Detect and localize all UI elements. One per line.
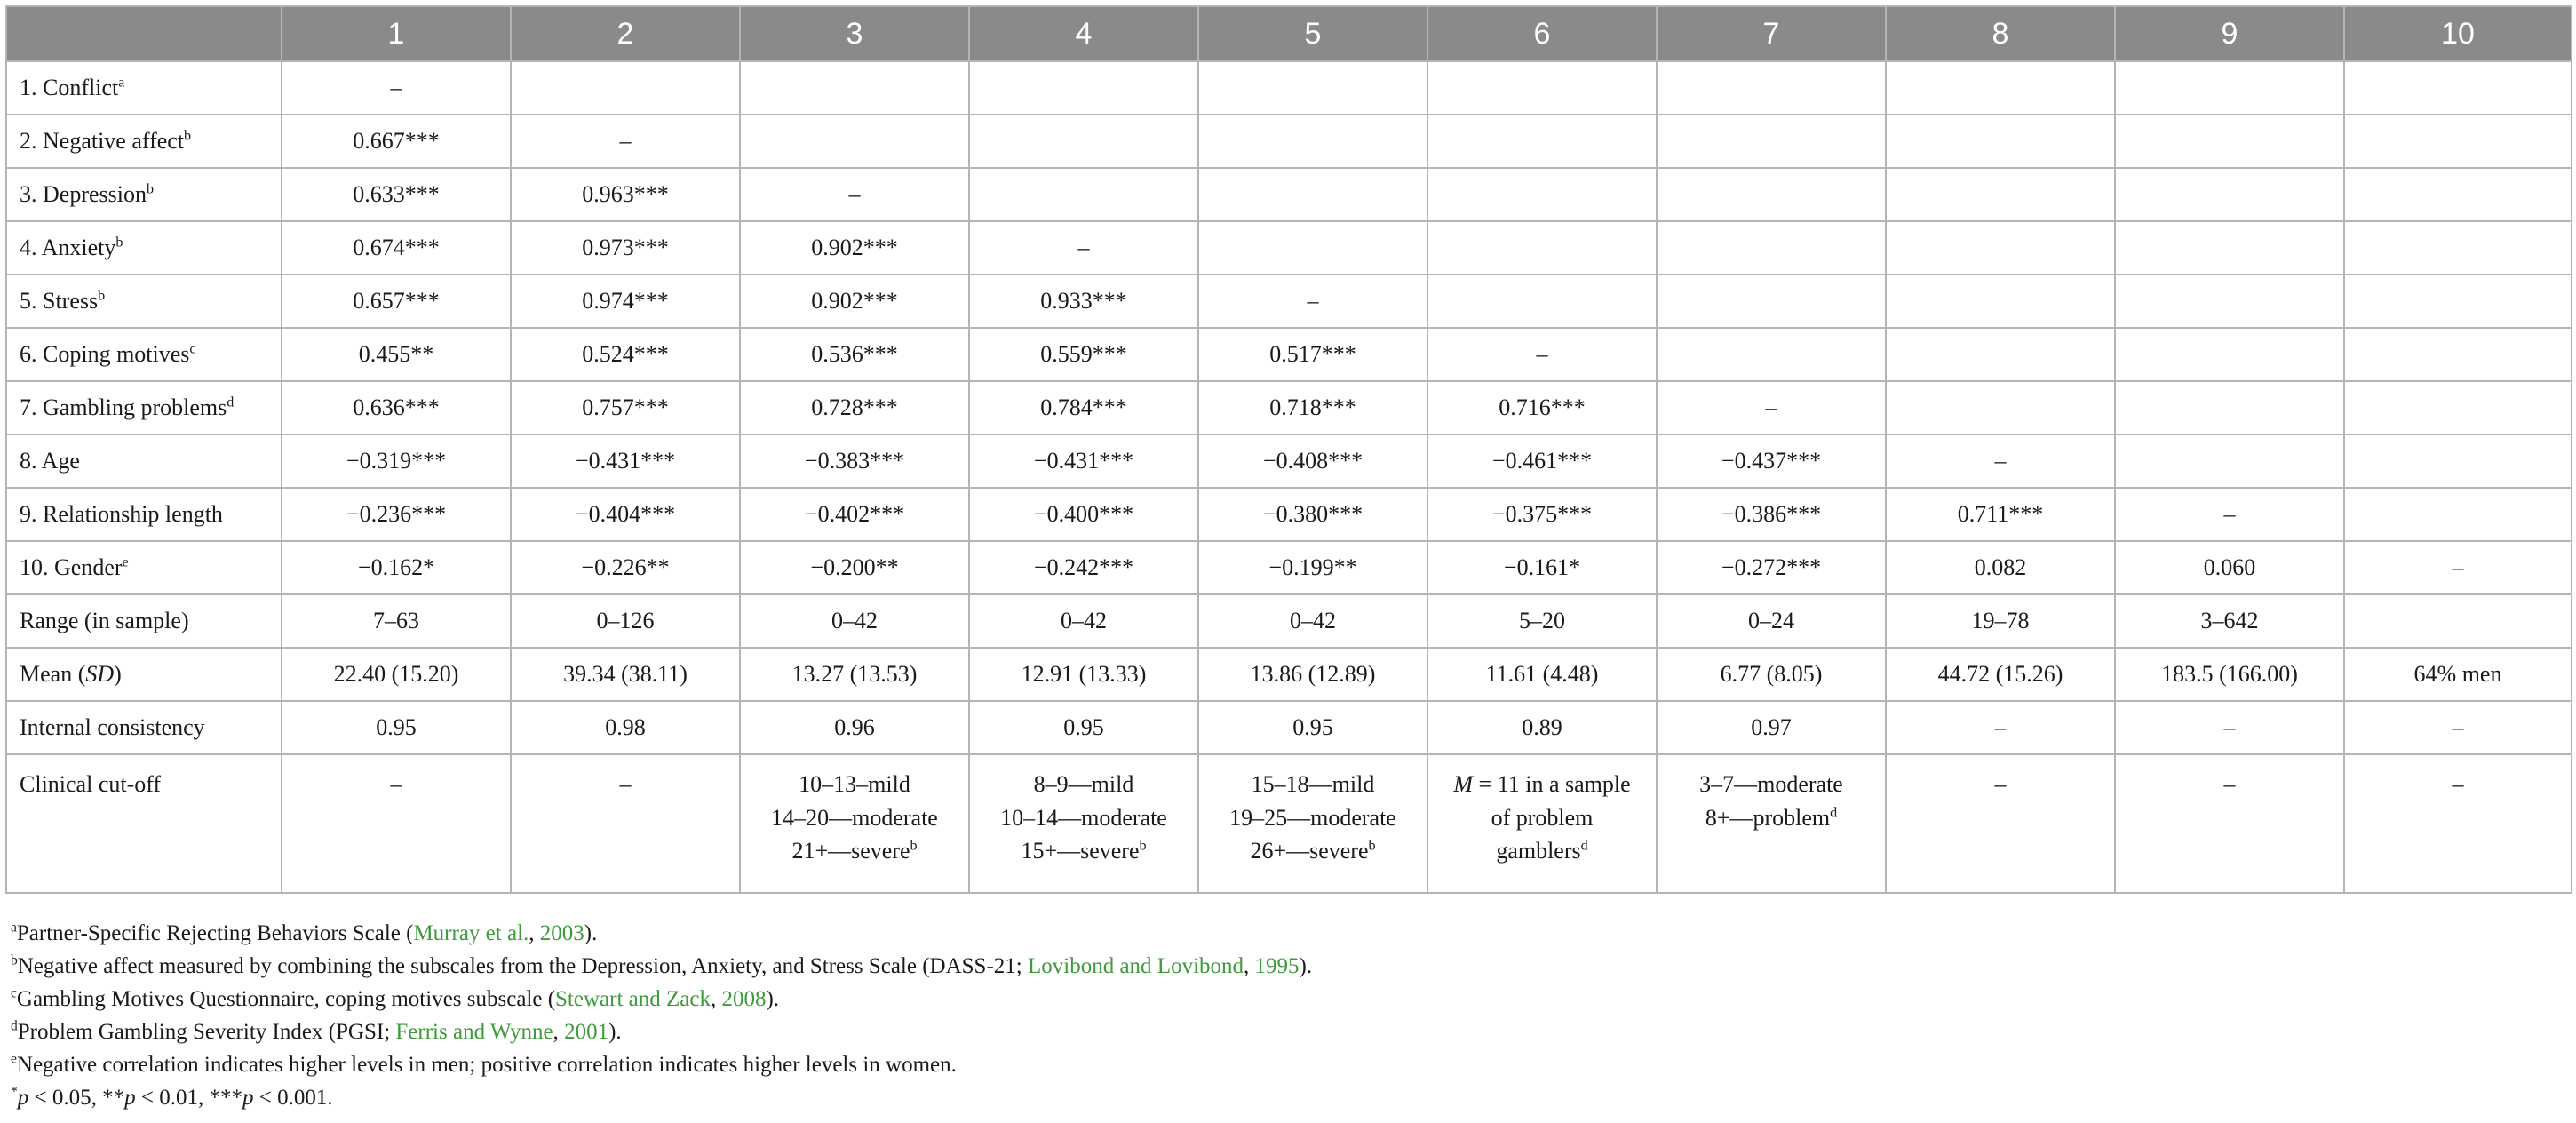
table-cell: 12.91 (13.33) (969, 648, 1198, 701)
table-cell: 3–7—moderate 8+—problem$^d$ (1657, 754, 1886, 893)
table-cell: – (1886, 754, 2115, 893)
table-cell (2344, 221, 2572, 275)
table-cell: 0.728*** (740, 381, 969, 434)
column-header: 7 (1657, 6, 1886, 61)
table-cell: −0.199** (1198, 541, 1427, 594)
table-cell (2115, 328, 2344, 381)
table-cell (1657, 115, 1886, 168)
table-cell (2344, 594, 2572, 648)
table-cell: −0.380*** (1198, 488, 1427, 541)
row-label: Clinical cut-off (6, 754, 282, 893)
table-cell: 64% men (2344, 648, 2572, 701)
table-cell (2344, 328, 2572, 381)
table-cell (1886, 61, 2115, 115)
table-footnotes (11, 917, 2565, 1114)
table-cell: – (282, 61, 511, 115)
table-cell (1657, 275, 1886, 328)
table-cell: 0.757*** (511, 381, 740, 434)
table-cell: −0.375*** (1427, 488, 1657, 541)
table-row (6, 434, 2572, 488)
table-cell (1657, 168, 1886, 221)
table-cell: 0.98 (511, 701, 740, 754)
table-row (6, 541, 2572, 594)
citation-link[interactable]: Lovibond and Lovibond (1027, 954, 1244, 978)
table-cell (1198, 221, 1427, 275)
table-cell: 0.060 (2115, 541, 2344, 594)
row-label: 7. Gambling problems$^d$ (6, 381, 282, 434)
row-label: 2. Negative affect$^b$ (6, 115, 282, 168)
table-cell: 0.517*** (1198, 328, 1427, 381)
table-cell (2344, 168, 2572, 221)
header-row (6, 6, 2572, 61)
table-cell (2344, 381, 2572, 434)
table-cell: −0.272*** (1657, 541, 1886, 594)
table-cell: 0.716*** (1427, 381, 1657, 434)
table-cell: −0.431*** (969, 434, 1198, 488)
table-cell: 0.536*** (740, 328, 969, 381)
table-cell (1886, 168, 2115, 221)
table-cell (1198, 168, 1427, 221)
table-cell: 0.524*** (511, 328, 740, 381)
table-cell: −0.242*** (969, 541, 1198, 594)
table-cell (1657, 61, 1886, 115)
table-cell (2115, 221, 2344, 275)
table-cell (2115, 115, 2344, 168)
column-header: 4 (969, 6, 1198, 61)
table-row (6, 701, 2572, 754)
table-header (6, 6, 2572, 61)
table-cell: – (511, 754, 740, 893)
table-cell: 0.902*** (740, 275, 969, 328)
column-header: 8 (1886, 6, 2115, 61)
table-cell: 0.97 (1657, 701, 1886, 754)
table-cell (2344, 275, 2572, 328)
table-cell (1657, 221, 1886, 275)
table-cell: 0.95 (1198, 701, 1427, 754)
table-cell: −0.319*** (282, 434, 511, 488)
table-cell: −0.161* (1427, 541, 1657, 594)
row-label: 10. Gender$^e$ (6, 541, 282, 594)
table-cell: 0.657*** (282, 275, 511, 328)
table-cell: – (1886, 701, 2115, 754)
row-label: 8. Age (6, 434, 282, 488)
table-cell: 11.61 (4.48) (1427, 648, 1657, 701)
table-cell (740, 61, 969, 115)
citation-link[interactable]: Ferris and Wynne (395, 1020, 553, 1044)
table-cell: 0.633*** (282, 168, 511, 221)
table-cell: – (2344, 754, 2572, 893)
table-cell: −0.404*** (511, 488, 740, 541)
table-cell: 0.559*** (969, 328, 1198, 381)
row-label: Mean (SD) (6, 648, 282, 701)
table-cell: 19–78 (1886, 594, 2115, 648)
table-cell (1886, 221, 2115, 275)
table-cell: 0.963*** (511, 168, 740, 221)
column-header: 5 (1198, 6, 1427, 61)
table-cell: – (1198, 275, 1427, 328)
table-row (6, 381, 2572, 434)
table-cell (2344, 61, 2572, 115)
footnote-significance: *p < 0.05, **p < 0.01, ***p < 0.001. (11, 1084, 333, 1110)
table-row (6, 221, 2572, 275)
table-cell (1427, 115, 1657, 168)
table-cell: 13.86 (12.89) (1198, 648, 1427, 701)
citation-link[interactable]: Stewart and Zack (555, 987, 711, 1011)
table-cell (2344, 434, 2572, 488)
table-cell: −0.437*** (1657, 434, 1886, 488)
row-label: 9. Relationship length (6, 488, 282, 541)
table-cell: – (969, 221, 1198, 275)
citation-link[interactable]: Murray et al. (413, 921, 529, 945)
table-cell (2115, 168, 2344, 221)
table-cell (1427, 275, 1657, 328)
row-label: 1. Conflict$^a$ (6, 61, 282, 115)
table-cell (1198, 61, 1427, 115)
header-corner (6, 6, 282, 61)
table-cell: 5–20 (1427, 594, 1657, 648)
table-cell: 0.711*** (1886, 488, 2115, 541)
footnote-d: $^d$Problem Gambling Severity Index (PGSI; Ferris and Wynne, 2001). (11, 1018, 622, 1044)
footnote-e: $^e$Negative correlation indicates higher levels in men; positive correlation indicates higher levels in women. (11, 1051, 957, 1077)
table-cell: 0.974*** (511, 275, 740, 328)
column-header: 2 (511, 6, 740, 61)
table-cell: – (1657, 381, 1886, 434)
table-cell: −0.386*** (1657, 488, 1886, 541)
table-cell (2115, 381, 2344, 434)
table-cell: 0.933*** (969, 275, 1198, 328)
table-cell (2115, 61, 2344, 115)
table-row (6, 275, 2572, 328)
table-cell: 0.95 (282, 701, 511, 754)
column-header: 1 (282, 6, 511, 61)
table-cell: – (740, 168, 969, 221)
citation-year-link[interactable]: 2008 (721, 987, 767, 1011)
citation-year-link[interactable]: 2003 (539, 921, 584, 945)
table-cell: 10–13–mild 14–20—moderate 21+—severe$^b$ (740, 754, 969, 893)
table-cell: – (2344, 541, 2572, 594)
table-cell: 3–642 (2115, 594, 2344, 648)
table-cell (1886, 381, 2115, 434)
table-cell: 0–42 (740, 594, 969, 648)
row-label: 3. Depression$^b$ (6, 168, 282, 221)
row-label: Internal consistency (6, 701, 282, 754)
table-cell: 0.95 (969, 701, 1198, 754)
table-cell: – (1427, 328, 1657, 381)
table-cell: – (2115, 754, 2344, 893)
table-cell: – (282, 754, 511, 893)
correlation-table-container (5, 5, 2571, 894)
table-cell (1427, 168, 1657, 221)
table-cell: −0.402*** (740, 488, 969, 541)
table-cell: 0–42 (969, 594, 1198, 648)
correlation-table (5, 5, 2572, 894)
table-cell: 0.455** (282, 328, 511, 381)
table-row (6, 648, 2572, 701)
table-cell: −0.383*** (740, 434, 969, 488)
table-cell (1657, 328, 1886, 381)
table-row (6, 61, 2572, 115)
table-cell (511, 61, 740, 115)
table-cell: 0–24 (1657, 594, 1886, 648)
table-cell: 7–63 (282, 594, 511, 648)
table-cell: −0.200** (740, 541, 969, 594)
table-cell (1886, 328, 2115, 381)
table-cell: – (2115, 701, 2344, 754)
table-cell (2115, 275, 2344, 328)
table-row-clinical-cutoff (6, 754, 2572, 893)
table-cell: 8–9—mild 10–14—moderate 15+—severe$^b$ (969, 754, 1198, 893)
table-cell: 183.5 (166.00) (2115, 648, 2344, 701)
table-cell: 0.89 (1427, 701, 1657, 754)
table-cell: – (2344, 701, 2572, 754)
footnote-c: $^c$Gambling Motives Questionnaire, coping motives subscale (Stewart and Zack, 2008). (11, 985, 780, 1011)
table-cell: 0.674*** (282, 221, 511, 275)
citation-year-link[interactable]: 2001 (564, 1020, 609, 1044)
table-cell: – (511, 115, 740, 168)
table-cell: 0.636*** (282, 381, 511, 434)
table-cell (2344, 488, 2572, 541)
table-cell: 39.34 (38.11) (511, 648, 740, 701)
table-cell: 0–126 (511, 594, 740, 648)
column-header: 3 (740, 6, 969, 61)
column-header: 9 (2115, 6, 2344, 61)
table-cell (1427, 61, 1657, 115)
table-cell: −0.226** (511, 541, 740, 594)
row-label: Range (in sample) (6, 594, 282, 648)
table-cell: 6.77 (8.05) (1657, 648, 1886, 701)
table-cell: 0.718*** (1198, 381, 1427, 434)
table-cell: 0.667*** (282, 115, 511, 168)
table-cell: 0.902*** (740, 221, 969, 275)
table-body (6, 61, 2572, 893)
table-cell: – (2115, 488, 2344, 541)
table-cell (969, 168, 1198, 221)
column-header: 6 (1427, 6, 1657, 61)
table-cell (2115, 434, 2344, 488)
table-cell (740, 115, 969, 168)
row-label: 5. Stress$^b$ (6, 275, 282, 328)
table-cell: 22.40 (15.20) (282, 648, 511, 701)
table-cell: 0.96 (740, 701, 969, 754)
table-cell (1427, 221, 1657, 275)
table-cell: 44.72 (15.26) (1886, 648, 2115, 701)
table-cell: – (1886, 434, 2115, 488)
table-row (6, 594, 2572, 648)
table-cell: M = 11 in a sample of problem gamblers$^d$ (1427, 754, 1657, 893)
table-cell: 0.784*** (969, 381, 1198, 434)
footnote-a: $^a$Partner-Specific Rejecting Behaviors Scale (Murray et al., 2003). (11, 920, 598, 945)
table-row (6, 168, 2572, 221)
citation-year-link[interactable]: 1995 (1254, 954, 1300, 978)
table-cell (2344, 115, 2572, 168)
table-cell: −0.236*** (282, 488, 511, 541)
row-label: 6. Coping motives$^c$ (6, 328, 282, 381)
table-cell (969, 115, 1198, 168)
table-cell (1198, 115, 1427, 168)
table-cell: −0.400*** (969, 488, 1198, 541)
table-cell: 0.973*** (511, 221, 740, 275)
table-cell: −0.431*** (511, 434, 740, 488)
table-row (6, 488, 2572, 541)
table-row (6, 115, 2572, 168)
table-cell: 0–42 (1198, 594, 1427, 648)
table-cell (1886, 115, 2115, 168)
table-cell: 13.27 (13.53) (740, 648, 969, 701)
table-cell (1886, 275, 2115, 328)
table-cell: −0.408*** (1198, 434, 1427, 488)
column-header: 10 (2344, 6, 2572, 61)
table-cell: 0.082 (1886, 541, 2115, 594)
table-cell: −0.162* (282, 541, 511, 594)
footnote-b: $^b$Negative affect measured by combining the subscales from the Depression, Anxiety, and Stress Scale (DASS-21; Lovibond and Lovibond, 1995). (11, 952, 1313, 978)
row-label: 4. Anxiety$^b$ (6, 221, 282, 275)
table-cell (969, 61, 1198, 115)
table-cell: −0.461*** (1427, 434, 1657, 488)
table-cell: 15–18—mild 19–25—moderate 26+—severe$^b$ (1198, 754, 1427, 893)
table-row (6, 328, 2572, 381)
